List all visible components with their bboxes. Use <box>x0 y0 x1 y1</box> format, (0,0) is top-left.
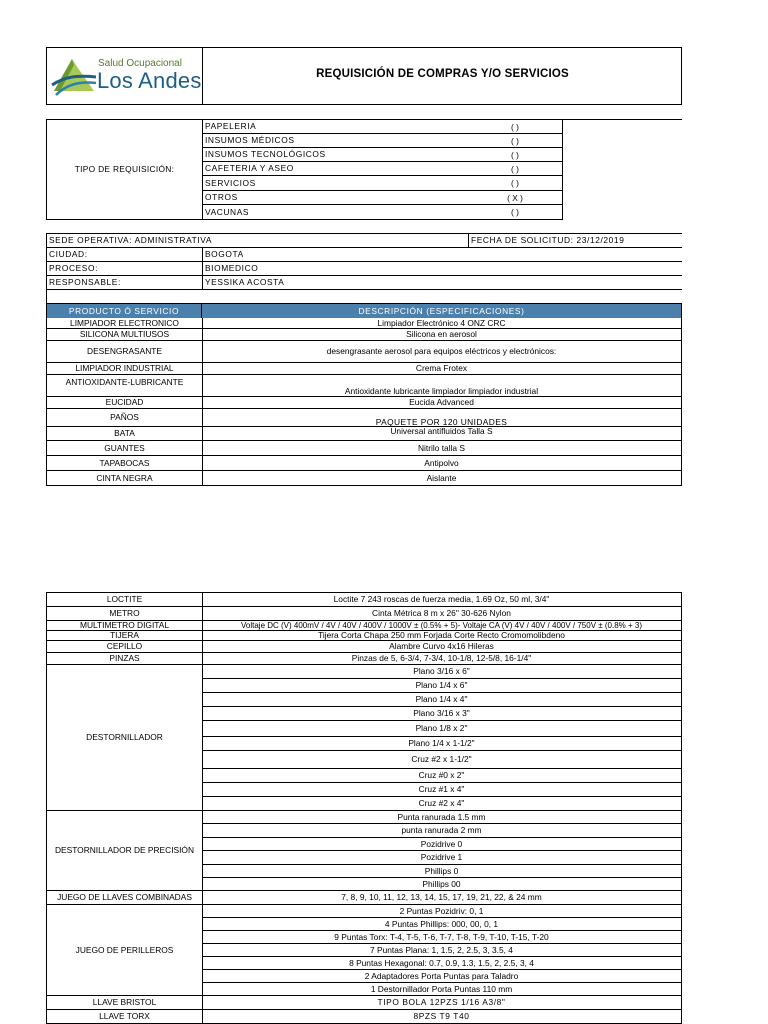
product-desc: 2 Adaptadores Porta Puntas para Taladro <box>202 970 682 983</box>
tipo-row: SERVICIOS <box>203 176 562 191</box>
product-desc: punta ranurada 2 mm <box>202 824 682 838</box>
info-line <box>46 289 682 290</box>
product-desc: Limpiador Electrónico 4 ONZ CRC <box>202 318 682 329</box>
product-desc: Plano 1/4 x 6" <box>202 679 682 693</box>
product-desc: 8 Puntas Hexagonal: 0.7, 0.9, 1.3, 1.5, 2, 2.5, 3, 4 <box>202 957 682 970</box>
proceso-label: PROCESO: <box>49 263 99 274</box>
logo-line2: Los Andes <box>97 68 202 93</box>
product-name: SILICONA MULTIUSOS <box>46 329 203 341</box>
product-desc: Tijera Corta Chapa 250 mm Forjada Corte Recto Cromomolibdeno <box>202 631 682 641</box>
product-desc: 1 Destornillador Porta Puntas 110 mm <box>202 983 682 996</box>
tipo-row: VACUNAS <box>205 206 250 217</box>
product-name: LLAVE BRISTOL <box>46 996 203 1010</box>
product-desc: desengrasante aerosol para equipos eléctricos y electrónicos: <box>202 341 682 363</box>
product-name: MULTIMETRO DIGITAL <box>46 621 203 631</box>
col-header-descripcion: DESCRIPCIÓN (ESPECIFICACIONES) <box>202 303 682 318</box>
product-name: BATA <box>46 427 203 441</box>
product-desc: Loctite 7 243 roscas de fuerza media, 1.69 Oz, 50 ml, 3/4" <box>202 592 682 607</box>
product-desc: Nitrilo talla S <box>202 441 682 456</box>
product-desc: Cruz #0 x 2" <box>202 769 682 783</box>
product-name: DESTORNILLADOR DE PRECISIÓN <box>46 811 203 891</box>
product-name: EUCIDAD <box>46 397 203 409</box>
product-name: METRO <box>46 607 203 621</box>
fecha-solicitud: FECHA DE SOLICITUD: 23/12/2019 <box>471 235 625 246</box>
product-name: LLAVE TORX <box>46 1010 203 1024</box>
product-desc: Punta ranurada 1.5 mm <box>202 811 682 824</box>
product-name: DESENGRASANTE <box>46 341 203 363</box>
tipo-checkbox[interactable]: ( X ) <box>507 192 523 203</box>
product-desc: Silicona en aerosol <box>202 329 682 341</box>
tipo-row: PAPELERIA <box>203 120 562 134</box>
tipo-row: CAFETERIA Y ASEO <box>203 162 562 176</box>
product-desc: Cinta Métrica 8 m x 26" 30-626 Nylon <box>202 607 682 621</box>
product-desc: 2 Puntas Pozidriv: 0, 1 <box>202 905 682 918</box>
tipo-checkbox[interactable]: ( ) <box>511 163 519 174</box>
product-name: PAÑOS <box>46 409 203 427</box>
product-desc: 7, 8, 9, 10, 11, 12, 13, 14, 15, 17, 19, 21, 22, & 24 mm <box>202 891 682 905</box>
product-desc: Plano 3/16 x 3" <box>202 707 682 721</box>
product-name: TAPABOCAS <box>46 456 203 471</box>
product-name: JUEGO DE LLAVES COMBINADAS <box>46 891 203 905</box>
page-title: REQUISICIÓN DE COMPRAS Y/O SERVICIOS <box>316 68 569 81</box>
product-name: CINTA NEGRA <box>46 471 203 486</box>
product-desc: Crema Frotex <box>202 363 682 375</box>
product-desc: Cruz #1 x 4" <box>202 783 682 797</box>
product-name: DESTORNILLADOR <box>46 665 203 811</box>
tipo-bottom-line <box>46 219 563 220</box>
tipo-checkbox[interactable]: ( ) <box>511 135 519 146</box>
tipo-checkbox[interactable]: ( ) <box>511 178 519 189</box>
product-desc: Plano 3/16 x 6" <box>202 665 682 679</box>
tipo-checkbox[interactable]: ( ) <box>511 206 519 217</box>
tipo-row: INSUMOS TECNOLÓGICOS <box>203 148 562 162</box>
product-desc: Eucida Advanced <box>202 397 682 409</box>
logo-mark-icon <box>50 51 100 101</box>
proceso-value: BIOMEDICO <box>205 263 259 274</box>
product-desc: Pozidrive 0 <box>202 838 682 851</box>
product-table <box>46 303 682 486</box>
product-name: CEPILLO <box>46 641 203 653</box>
tipo-label: TIPO DE REQUISICIÓN: <box>74 164 175 175</box>
product-desc: Antipolvo <box>202 456 682 471</box>
product-desc: Pinzas de 5, 6-3/4, 7-3/4, 10-1/8, 12-5/8, 16-1/4" <box>202 653 682 665</box>
tools-table <box>46 592 682 1024</box>
responsable-label: RESPONSABLE: <box>49 277 121 288</box>
col-header-producto: PRODUCTO Ó SERVICIO <box>46 303 202 318</box>
product-name: LIMPIADOR INDUSTRIAL <box>46 363 203 375</box>
product-desc: Plano 1/8 x 2" <box>202 721 682 737</box>
product-name: LOCTITE <box>46 592 203 607</box>
tipo-checkbox[interactable]: ( ) <box>511 121 519 132</box>
product-desc: Voltaje DC (V) 400mV / 4V / 40V / 400V / 1000V ± (0.5% + 5)- Voltaje CA (V) 4V / 40V / 400V / 750V ± (0.8% + 3) <box>202 621 682 631</box>
product-name: LIMPIADOR ELECTRONICO <box>46 318 203 329</box>
product-desc: PAQUETE POR 120 UNIDADES <box>202 409 682 427</box>
product-name: PINZAS <box>46 653 203 665</box>
product-desc: Phillips 00 <box>202 878 682 891</box>
logo-line1: Salud Ocupacional <box>98 58 182 69</box>
product-desc: Alambre Curvo 4x16 Hileras <box>202 641 682 653</box>
ciudad-label: CIUDAD: <box>49 249 88 260</box>
product-name: ANTIOXIDANTE-LUBRICANTE <box>46 375 203 397</box>
product-desc: Phillips 0 <box>202 865 682 878</box>
product-desc: Plano 1/4 x 4" <box>202 693 682 707</box>
tipo-row: OTROS <box>203 191 562 205</box>
ciudad-value: BOGOTA <box>205 249 244 260</box>
product-desc: Universal antifluidos Talla S <box>202 427 682 441</box>
product-desc: Pozidrive 1 <box>202 851 682 865</box>
product-desc: 4 Puntas Phillips: 000, 00, 0, 1 <box>202 918 682 931</box>
sede-label: SEDE OPERATIVA: ADMINISTRATIVA <box>49 235 213 246</box>
product-desc: 8PZS T9 T40 <box>202 1010 682 1024</box>
product-name: GUANTES <box>46 441 203 456</box>
product-desc: Cruz #2 x 4" <box>202 797 682 811</box>
product-name: JUEGO DE PERILLEROS <box>46 905 203 996</box>
product-desc: 7 Puntas Plana: 1, 1.5, 2, 2.5, 3, 3.5, 4 <box>202 944 682 957</box>
tipo-row: INSUMOS MÉDICOS <box>203 134 562 148</box>
tipo-checkbox[interactable]: ( ) <box>511 149 519 160</box>
product-desc: 9 Puntas Torx: T-4, T-5, T-6, T-7, T-8, T-9, T-10, T-15, T-20 <box>202 931 682 944</box>
product-desc: Cruz #2 x 1-1/2" <box>202 751 682 769</box>
responsable-value: YESSIKA ACOSTA <box>205 277 285 288</box>
product-desc: Aislante <box>202 471 682 486</box>
product-desc: TIPO BOLA 12PZS 1/16 A3/8" <box>202 996 682 1010</box>
product-name: TIJERA <box>46 631 203 641</box>
product-desc: Antioxidante lubricante limpiador limpiador industrial <box>202 375 682 397</box>
tipo-right-border <box>562 119 563 220</box>
product-desc: Plano 1/4 x 1-1/2" <box>202 737 682 751</box>
